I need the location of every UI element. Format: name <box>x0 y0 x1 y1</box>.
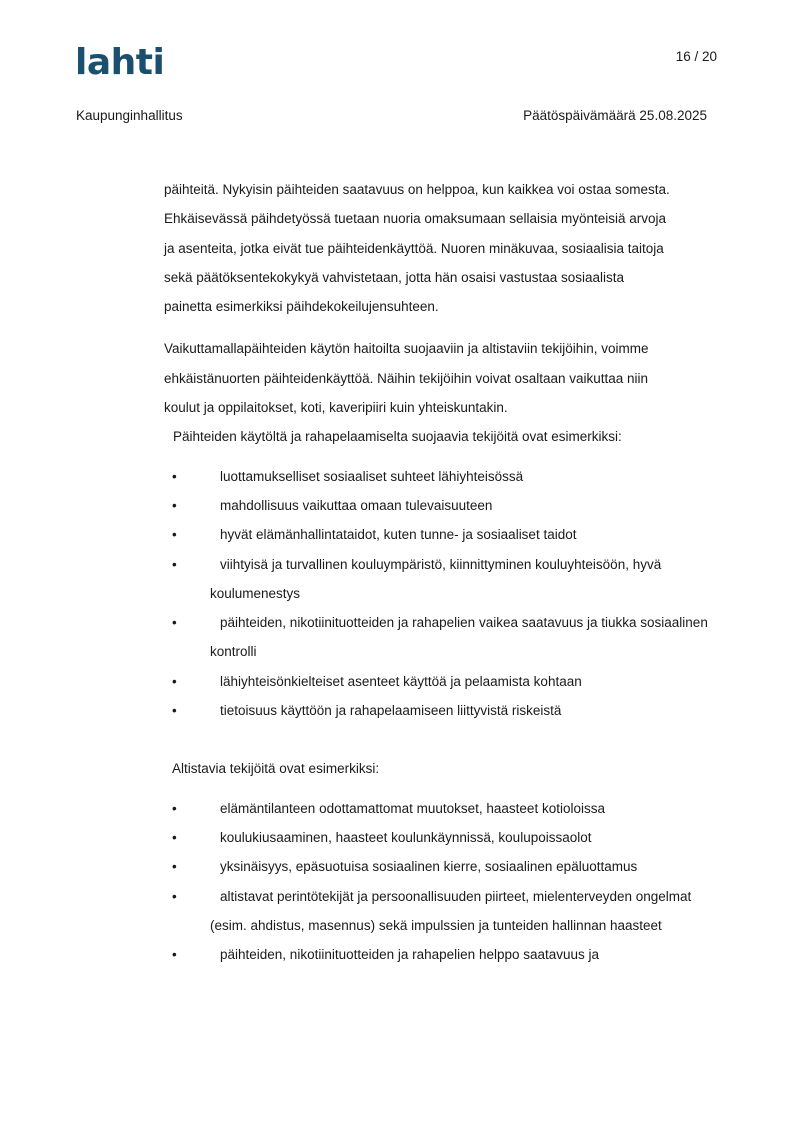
bullet-icon: • <box>172 703 177 719</box>
document-body <box>164 175 729 969</box>
paragraph-line: Vaikuttamallapäihteiden käytön haitoilta suojaaviin ja altistaviin tekijöihin, voimme <box>164 341 649 357</box>
bullet-icon: • <box>172 615 177 631</box>
list-item-text: yksinäisyys, epäsuotuisa sosiaalinen kierre, sosiaalinen epäluottamus <box>220 859 638 875</box>
list-item-text: koulukiusaaminen, haasteet koulunkäynnissä, koulupoissaolot <box>220 829 592 845</box>
decision-date: Päätöspäivämäärä 25.08.2025 <box>523 108 707 123</box>
risk-factors-intro: Altistavia tekijöitä ovat esimerkiksi: <box>172 761 380 777</box>
list-item <box>164 823 729 852</box>
list-item <box>164 882 729 941</box>
list-item-text: mahdollisuus vaikuttaa omaan tulevaisuuteen <box>220 497 493 513</box>
page-number: 16 / 20 <box>675 49 717 64</box>
lahti-logo: lahti <box>75 42 165 83</box>
paragraph-2 <box>164 334 729 422</box>
risk-factors-list <box>164 794 729 970</box>
list-item <box>164 550 729 609</box>
list-item-text: altistavat perintötekijät ja persoonallisuuden piirteet, mielenterveyden ongelmat (esim. ahdistus, masennus) sekä impulssien ja tunteiden hallinnan haasteet <box>210 888 692 933</box>
list-item <box>164 667 729 696</box>
list-item-text: elämäntilanteen odottamattomat muutokset, haasteet kotioloissa <box>220 800 605 816</box>
list-item-text: lähiyhteisönkielteiset asenteet käyttöä ja pelaamista kohtaan <box>220 673 582 689</box>
paragraph-line: koulut ja oppilaitokset, koti, kaveripiiri kuin yhteiskuntakin. <box>164 400 508 416</box>
list-item <box>164 462 729 491</box>
paragraph-line: päihteitä. Nykyisin päihteiden saatavuus on helppoa, kun kaikkea voi ostaa somesta. <box>164 182 670 197</box>
bullet-icon: • <box>172 673 177 689</box>
paragraph-line: painetta esimerkiksi päihdekokeilujensuhteen. <box>164 299 439 315</box>
list-item <box>164 520 729 549</box>
paragraph-line: ja asenteita, jotka eivät tue päihteidenkäyttöä. Nuoren minäkuvaa, sosiaalisia taitoja <box>164 240 664 256</box>
list-item-text: päihteiden, nikotiinituotteiden ja rahapelien helppo saatavuus ja <box>220 947 600 963</box>
list-item <box>164 852 729 881</box>
list-item-text: luottamukselliset sosiaaliset suhteet lähiyhteisössä <box>220 468 524 484</box>
list-item-text: päihteiden, nikotiinituotteiden ja rahapelien vaikea saatavuus ja tiukka sosiaalinen kontrolli <box>210 615 708 660</box>
paragraph-line: ehkäistänuorten päihteidenkäyttöä. Näihin tekijöihin voivat osaltaan vaikuttaa niin <box>164 370 649 386</box>
bullet-icon: • <box>172 556 177 572</box>
list-item <box>164 608 729 667</box>
protective-factors-list <box>164 462 729 726</box>
protective-factors-intro: Päihteiden käytöltä ja rahapelaamiselta suojaavia tekijöitä ovat esimerkiksi: <box>173 429 622 445</box>
bullet-icon: • <box>172 947 177 963</box>
list-item <box>164 940 729 969</box>
list-item <box>164 696 729 725</box>
bullet-icon: • <box>172 888 177 904</box>
list-item-text: viihtyisä ja turvallinen kouluympäristö, kiinnittyminen kouluyhteisöön, hyvä koulumenestys <box>210 556 662 601</box>
bullet-icon: • <box>172 527 177 543</box>
paragraph-line: Ehkäisevässä päihdetyössä tuetaan nuoria omaksumaan sellaisia myönteisiä arvoja <box>164 211 667 227</box>
list-item <box>164 794 729 823</box>
bullet-icon: • <box>172 800 177 816</box>
paragraph-line: sekä päätöksentekokykyä vahvistetaan, jotta hän osaisi vastustaa sosiaalista <box>164 269 625 285</box>
list-item-text: tietoisuus käyttöön ja rahapelaamiseen liittyvistä riskeistä <box>220 703 562 719</box>
bullet-icon: • <box>172 859 177 875</box>
bullet-icon: • <box>172 468 177 484</box>
list-item <box>164 491 729 520</box>
paragraph-1 <box>164 175 729 321</box>
bullet-icon: • <box>172 829 177 845</box>
bullet-icon: • <box>172 497 177 513</box>
organization-name: Kaupunginhallitus <box>76 108 183 123</box>
list-item-text: hyvät elämänhallintataidot, kuten tunne- ja sosiaaliset taidot <box>220 527 577 543</box>
